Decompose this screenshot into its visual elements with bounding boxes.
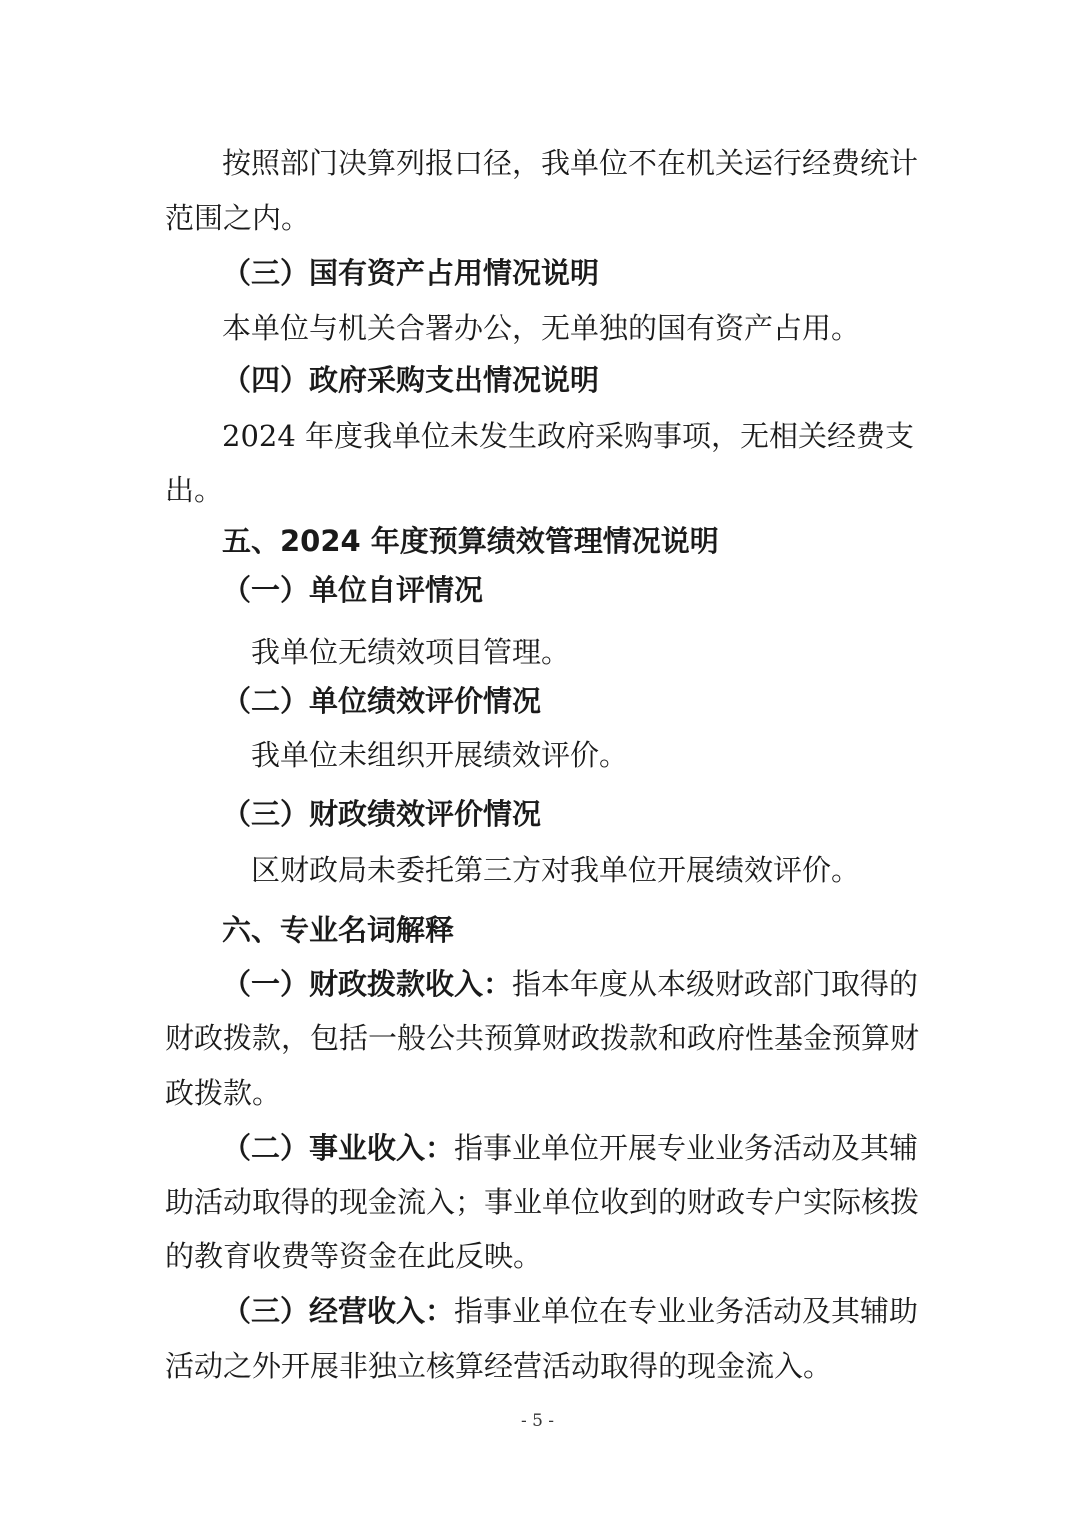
- term-1-definition-start: 指本年度从本级财政部门取得的: [512, 967, 919, 1001]
- term-1-line-3: 政拨款。: [165, 1076, 282, 1110]
- term-3-definition-start: 指事业单位在专业业务活动及其辅助: [454, 1294, 919, 1328]
- paragraph-fiscal-evaluation: 区财政局未委托第三方对我单位开展绩效评价。: [251, 853, 861, 887]
- term-1-label: （一）财政拨款收入：: [222, 967, 513, 1001]
- paragraph-operating-line-1: 按照部门决算列报口径，我单位不在机关运行经费统计: [222, 146, 919, 180]
- heading-unit-evaluation: （二）单位绩效评价情况: [222, 684, 542, 718]
- paragraph-unit-evaluation: 我单位未组织开展绩效评价。: [251, 738, 629, 772]
- heading-section-5: 五、2024 年度预算绩效管理情况说明: [222, 524, 719, 558]
- heading-section-6: 六、专业名词解释: [222, 913, 455, 947]
- term-1-line-1: [165, 966, 919, 1002]
- heading-fiscal-evaluation: （三）财政绩效评价情况: [222, 797, 542, 831]
- term-2-label: （二）事业收入：: [222, 1131, 455, 1165]
- term-1-line-2: 财政拨款，包括一般公共预算财政拨款和政府性基金预算财: [165, 1021, 920, 1055]
- term-3-line-1: [165, 1293, 919, 1329]
- term-3-line-2: 活动之外开展非独立核算经营活动取得的现金流入。: [165, 1349, 833, 1383]
- paragraph-self-evaluation: 我单位无绩效项目管理。: [251, 635, 571, 669]
- heading-assets: （三）国有资产占用情况说明: [222, 256, 600, 290]
- page-number: - 5 -: [520, 1411, 555, 1431]
- paragraph-operating-line-2: 范围之内。: [165, 201, 311, 235]
- term-2-line-1: [165, 1130, 919, 1166]
- term-3-label: （三）经营收入：: [222, 1294, 455, 1328]
- heading-self-evaluation: （一）单位自评情况: [222, 573, 484, 607]
- term-2-definition-start: 指事业单位开展专业业务活动及其辅: [454, 1131, 919, 1165]
- paragraph-procurement-line-2: 出。: [165, 473, 224, 507]
- paragraph-procurement-line-1: 2024 年度我单位未发生政府采购事项，无相关经费支: [222, 419, 915, 453]
- term-2-line-3: 的教育收费等资金在此反映。: [165, 1239, 543, 1273]
- paragraph-assets: 本单位与机关合署办公，无单独的国有资产占用。: [222, 311, 861, 345]
- heading-procurement: （四）政府采购支出情况说明: [222, 363, 600, 397]
- term-2-line-2: 助活动取得的现金流入；事业单位收到的财政专户实际核拨: [165, 1185, 920, 1219]
